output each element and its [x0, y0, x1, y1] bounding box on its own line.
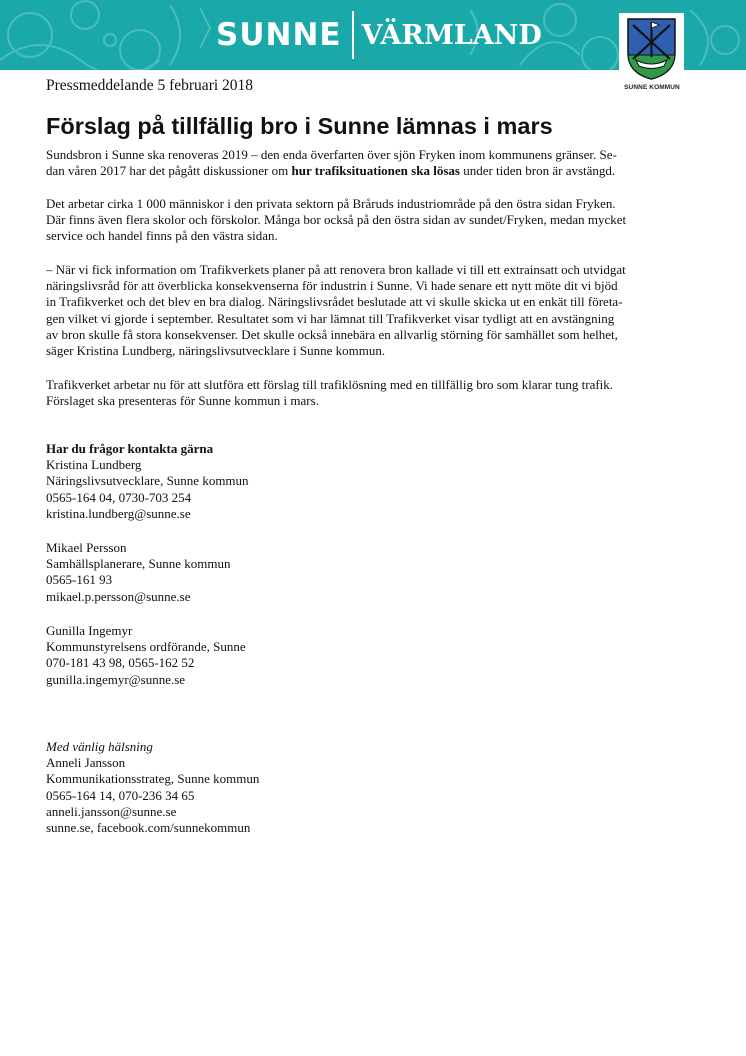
signature-greeting [46, 739, 259, 755]
text-line: av bron skulle få stora konsekvenser. Det skulle också innebära en allvarlig störning för samhället som helhet, [46, 326, 618, 342]
signature-name: Anneli Jansson [46, 755, 126, 771]
signature-role: Kommunikationsstrateg, Sunne kommun [46, 771, 260, 787]
contact-name: Gunilla Ingemyr [46, 623, 133, 638]
greeting-text: Med vänlig hälsning [46, 739, 153, 754]
signature-email[interactable]: anneli.jansson@sunne.se [46, 803, 177, 819]
brand-wordmark [216, 10, 542, 60]
contacts-heading [46, 441, 249, 457]
press-date-line: Pressmeddelande 5 februari 2018 [46, 77, 254, 94]
text-line: Trafikverket arbetar nu för att slutföra ett förslag till trafiklösning med en tillfällig bro som klarar tung trafik. [46, 377, 614, 392]
contact-role: Kommunstyrelsens ordförande, Sunne [46, 639, 246, 655]
text-line: Sundsbron i Sunne ska renoveras 2019 – den enda överfarten över sjön Fryken inom kommunens gränser. Se- [46, 147, 617, 162]
paragraph-intro [46, 147, 666, 179]
crest-caption: SUNNE KOMMUN [624, 84, 680, 91]
text-line: – När vi fick information om Trafikverkets planer på att renovera bron kallade vi till ett extrainsatt och utvidgat [46, 262, 626, 277]
signature-phone: 0565-164 14, 070-236 34 65 [46, 787, 195, 803]
text-line: säger Kristina Lundberg, näringslivsutvecklare i Sunne kommun. [46, 343, 386, 359]
text-line: service och handel finns på den västra sidan. [46, 228, 278, 244]
crest-container [619, 13, 684, 92]
brand-divider [352, 11, 354, 59]
contact-phone: 0565-161 93 [46, 572, 113, 588]
text-segment: dan våren 2017 har det pågått diskussioner om [46, 163, 292, 179]
text-line: gen vilket vi gjorde i september. Resultatet som vi har lämnat till Trafikverket visar tydligt att en avstängning [46, 310, 615, 326]
contact-email[interactable]: mikael.p.persson@sunne.se [46, 588, 191, 604]
emphasis-text: hur trafiksituationen ska lösas [291, 163, 460, 179]
contact-role: Samhällsplanerare, Sunne kommun [46, 556, 231, 572]
page-title: Förslag på tillfällig bro i Sunne lämnas i mars [46, 113, 553, 139]
contact-card [46, 623, 246, 688]
signature-links[interactable]: sunne.se, facebook.com/sunnekommun [46, 820, 251, 836]
paragraph-quote [46, 262, 666, 359]
contacts-section [46, 441, 249, 522]
text-segment: under tiden bron är avstängd. [459, 163, 616, 179]
paragraph-outlook [46, 377, 666, 409]
text-line: Det arbetar cirka 1 000 människor i den privata sektorn på Bråruds industriområde på den östra sidan Fryken. [46, 196, 616, 211]
text-line: Där finns även flera skolor och förskolor. Många bor också på den östra sidan av sundet/Fryken, medan mycket [46, 212, 627, 228]
text-line: näringslivsråd för att överblicka konsekvenserna för industrin i Sunne. Vi hade senare ett nytt möte dit vi bjöd [46, 278, 618, 294]
text-line: in Trafikverket och det blev en bra dialog. Näringslivsrådet beslutade att vi skulle skicka ut en enkät till företa- [46, 294, 623, 310]
brand-varmland: VÄRMLAND [361, 19, 542, 51]
text-line [46, 163, 666, 179]
contact-phone: 0565-164 04, 0730-703 254 [46, 489, 192, 505]
contacts-heading-text: Har du frågor kontakta gärna [46, 441, 214, 456]
contact-phone: 070-181 43 98, 0565-162 52 [46, 655, 195, 671]
contact-email[interactable]: kristina.lundberg@sunne.se [46, 505, 191, 521]
text-line: Förslaget ska presenteras för Sunne kommun i mars. [46, 393, 319, 409]
contact-email[interactable]: gunilla.ingemyr@sunne.se [46, 671, 186, 687]
brand-sunne: SUNNE [216, 17, 342, 53]
paragraph-workforce [46, 196, 666, 245]
signature-block [46, 739, 259, 836]
contact-name: Kristina Lundberg [46, 457, 142, 473]
municipal-crest-icon [619, 13, 684, 83]
contact-card [46, 540, 231, 605]
contact-role: Näringslivsutvecklare, Sunne kommun [46, 473, 249, 489]
contact-name: Mikael Persson [46, 540, 127, 555]
